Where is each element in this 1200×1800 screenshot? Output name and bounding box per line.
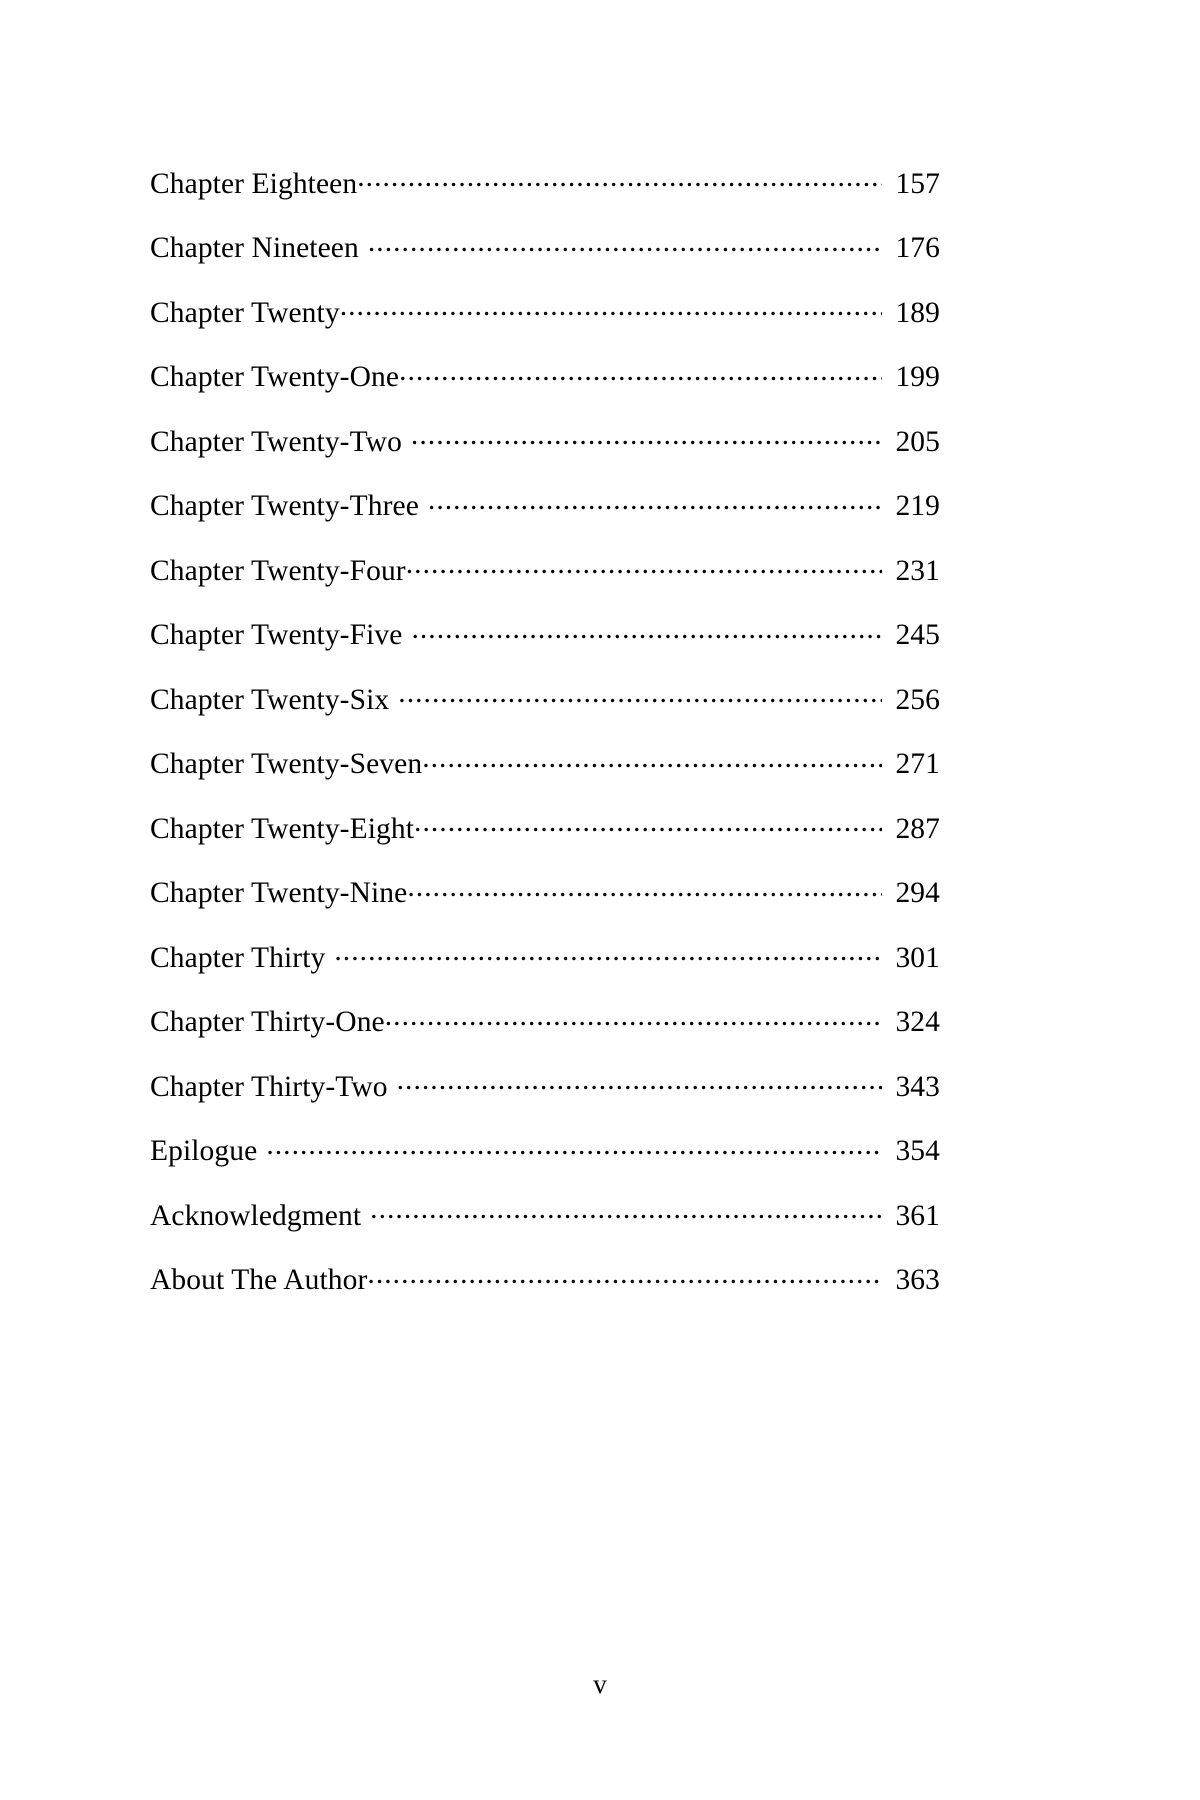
toc-entry-page-number: 231: [895, 554, 940, 587]
toc-entry-page-number: 199: [895, 361, 940, 393]
toc-entry[interactable]: [150, 1002, 940, 1067]
toc-entry-title: Chapter Twenty: [150, 296, 340, 329]
toc-entry-title: Chapter Twenty-Five: [150, 619, 403, 651]
toc-leader-dots: [398, 679, 882, 709]
toc-entry[interactable]: [150, 1066, 940, 1131]
toc-entry[interactable]: [150, 679, 940, 744]
toc-entry-title: Chapter Nineteen: [150, 232, 359, 264]
toc-leader-dots: [411, 421, 882, 451]
toc-entry-title: Chapter Twenty-Two: [150, 425, 402, 458]
toc-entry-list: [150, 163, 940, 1324]
toc-entry-title: Chapter Thirty: [150, 941, 326, 974]
toc-entry[interactable]: [150, 550, 940, 615]
toc-entry-page-number: 361: [895, 1199, 940, 1232]
toc-leader-dots: [368, 228, 882, 258]
toc-entry-title: Chapter Thirty-Two: [150, 1070, 388, 1103]
toc-entry-title: Chapter Twenty-Three: [150, 490, 419, 522]
toc-entry-page-number: 343: [895, 1070, 940, 1103]
toc-entry-page-number: 354: [895, 1135, 940, 1167]
toc-entry[interactable]: [150, 1195, 940, 1260]
toc-entry[interactable]: [150, 486, 940, 551]
toc-entry-title: About The Author: [150, 1264, 368, 1296]
toc-entry-page-number: 189: [895, 296, 940, 329]
toc-leader-dots: [357, 163, 882, 193]
toc-leader-dots: [397, 1066, 882, 1096]
toc-entry-page-number: 176: [895, 232, 940, 264]
toc-entry-title: Chapter Thirty-One: [150, 1006, 385, 1038]
toc-leader-dots: [334, 937, 882, 967]
toc-leader-dots: [399, 357, 882, 387]
toc-entry-page-number: 363: [895, 1264, 940, 1296]
page-folio: v: [593, 1669, 607, 1699]
toc-entry-page-number: 205: [895, 425, 940, 458]
toc-leader-dots: [406, 550, 882, 580]
toc-entry-title: Chapter Twenty-Eight: [150, 812, 415, 845]
toc-entry[interactable]: [150, 421, 940, 486]
toc-entry-page-number: 324: [895, 1006, 940, 1038]
toc-leader-dots: [367, 1260, 882, 1290]
toc-entry[interactable]: [150, 357, 940, 422]
toc-entry-title: Chapter Twenty-Four: [150, 554, 406, 587]
toc-leader-dots: [411, 615, 882, 645]
toc-entry-title: Acknowledgment: [150, 1199, 362, 1232]
toc-leader-dots: [370, 1195, 882, 1225]
toc-leader-dots: [422, 744, 882, 774]
toc-entry[interactable]: [150, 1131, 940, 1196]
toc-entry-page-number: 157: [895, 167, 940, 200]
toc-entry-title: Chapter Twenty-One: [150, 361, 400, 393]
toc-entry-page-number: 301: [895, 941, 940, 974]
toc-entry-title: Chapter Twenty-Seven: [150, 748, 423, 780]
toc-entry[interactable]: [150, 292, 940, 357]
toc-entry-page-number: 294: [895, 877, 940, 909]
toc-entry[interactable]: [150, 873, 940, 938]
toc-entry-title: Chapter Twenty-Six: [150, 683, 390, 716]
toc-entry[interactable]: [150, 808, 940, 873]
toc-entry-page-number: 245: [895, 619, 940, 651]
toc-leader-dots: [266, 1131, 882, 1161]
toc-entry-title: Epilogue: [150, 1135, 258, 1167]
toc-entry[interactable]: [150, 1260, 940, 1325]
toc-entry-title: Chapter Eighteen: [150, 167, 358, 200]
toc-entry[interactable]: [150, 615, 940, 680]
toc-leader-dots: [385, 1002, 882, 1032]
toc-entry-page-number: 271: [895, 748, 940, 780]
toc-entry[interactable]: [150, 744, 940, 809]
toc-entry-page-number: 287: [895, 812, 940, 845]
toc-entry-title: Chapter Twenty-Nine: [150, 877, 408, 909]
toc-leader-dots: [428, 486, 882, 516]
toc-entry[interactable]: [150, 937, 940, 1002]
toc-leader-dots: [414, 808, 882, 838]
toc-leader-dots: [407, 873, 882, 903]
toc-leader-dots: [340, 292, 882, 322]
toc-entry[interactable]: [150, 228, 940, 293]
toc-entry-page-number: 256: [895, 683, 940, 716]
toc-entry[interactable]: [150, 163, 940, 228]
toc-entry-page-number: 219: [895, 490, 940, 522]
